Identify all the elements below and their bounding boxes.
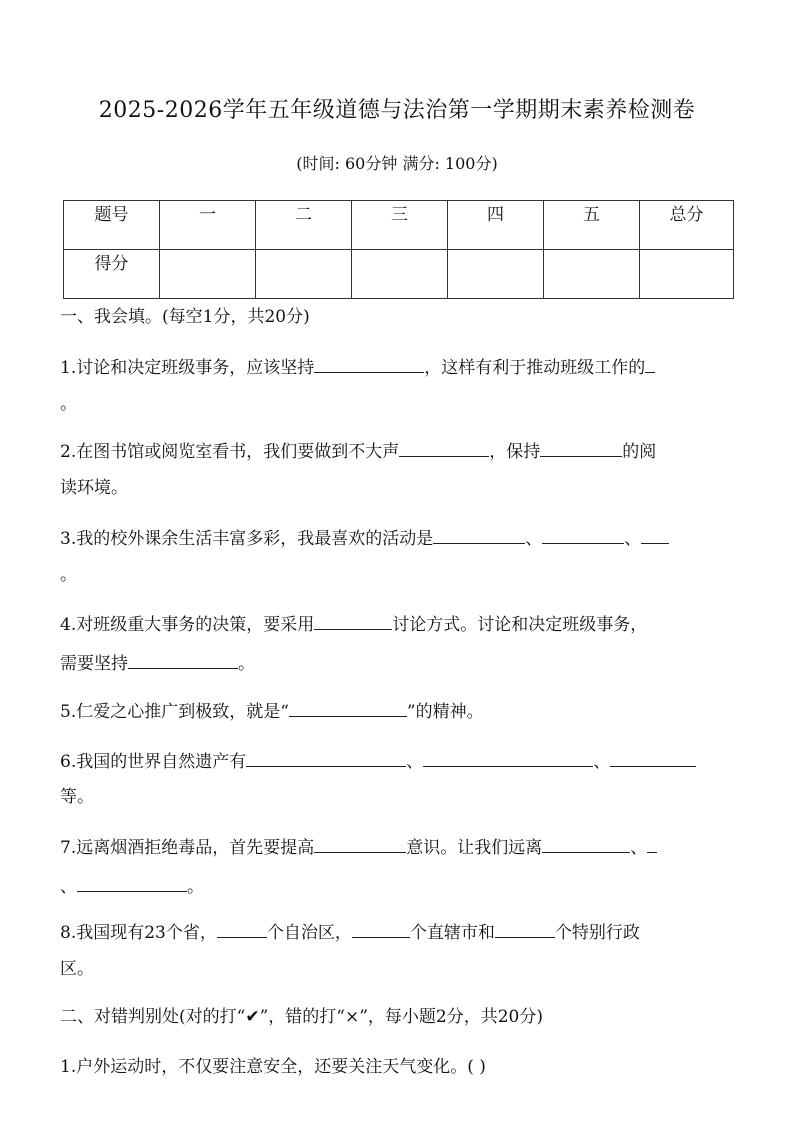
question-text: 个自治区， bbox=[266, 923, 352, 943]
answer-blank[interactable] bbox=[246, 744, 406, 767]
section2-heading: 二、对错判别处(对的打“✔”，错的打“×”，每小题2分，共20分) bbox=[60, 1007, 543, 1027]
question-text: 。 bbox=[60, 565, 77, 585]
question-text: 读环境。 bbox=[60, 478, 128, 498]
answer-blank[interactable] bbox=[423, 744, 593, 767]
answer-blank[interactable] bbox=[540, 434, 622, 457]
question-4-continued bbox=[60, 646, 740, 676]
answer-blank[interactable] bbox=[647, 830, 657, 853]
question-text: 个特别行政 bbox=[554, 923, 640, 943]
question-text: 等。 bbox=[60, 787, 94, 807]
answer-blank[interactable] bbox=[217, 915, 267, 938]
question-text: 7.远离烟酒拒绝毒品，首先要提高 bbox=[60, 838, 315, 858]
question-text: 6.我国的世界自然遗产有 bbox=[60, 752, 247, 772]
question-text: 1.讨论和决定班级事务，应该坚持 bbox=[60, 358, 315, 378]
question-text: 、 bbox=[60, 877, 77, 897]
answer-blank[interactable] bbox=[77, 869, 187, 892]
answer-blank[interactable] bbox=[128, 646, 238, 669]
question-text: 。 bbox=[238, 654, 255, 674]
question-text: 、 bbox=[525, 529, 543, 549]
answer-blank[interactable] bbox=[289, 694, 407, 717]
question-5 bbox=[60, 694, 740, 724]
score-cell[interactable] bbox=[448, 250, 544, 299]
answer-blank[interactable] bbox=[495, 915, 555, 938]
question-4 bbox=[60, 607, 740, 637]
score-header-cell: 三 bbox=[352, 201, 448, 250]
answer-blank[interactable] bbox=[314, 607, 392, 630]
question-1-continued bbox=[60, 389, 740, 419]
question-text: 个直辖市和 bbox=[409, 923, 495, 943]
question-text: 、 bbox=[406, 752, 424, 772]
question-text: ，保持 bbox=[489, 442, 541, 462]
answer-blank[interactable] bbox=[645, 350, 655, 373]
question-6-continued bbox=[60, 782, 740, 812]
question-text: 8.我国现有23个省， bbox=[60, 923, 217, 943]
answer-blank[interactable] bbox=[641, 521, 669, 544]
question-text: 、 bbox=[624, 529, 642, 549]
score-cell[interactable] bbox=[544, 250, 640, 299]
question-text: 4.对班级重大事务的决策，要采用 bbox=[60, 615, 315, 635]
score-row-label: 得分 bbox=[64, 250, 160, 299]
question-8-continued bbox=[60, 954, 740, 984]
score-table-score-row bbox=[64, 250, 734, 299]
answer-blank[interactable] bbox=[314, 350, 424, 373]
question-2-continued bbox=[60, 473, 740, 503]
question-3-continued bbox=[60, 560, 740, 590]
question-text: 意识。让我们远离 bbox=[406, 838, 543, 858]
question-text: 。 bbox=[187, 877, 204, 897]
section1-heading: 一、我会填。(每空1分，共20分) bbox=[60, 307, 310, 327]
answer-blank[interactable] bbox=[314, 830, 406, 853]
question-text: ，这样有利于推动班级工作的 bbox=[424, 358, 646, 378]
score-header-cell: 五 bbox=[544, 201, 640, 250]
question-text: 讨论方式。讨论和决定班级事务， bbox=[392, 615, 648, 635]
exam-info: (时间: 60分钟 满分: 100分) bbox=[296, 154, 498, 173]
question-7-continued bbox=[60, 869, 740, 899]
score-header-cell: 四 bbox=[448, 201, 544, 250]
question-text: 区。 bbox=[60, 959, 94, 979]
score-header-cell: 一 bbox=[160, 201, 256, 250]
question-text: 需要坚持 bbox=[60, 654, 128, 674]
score-cell[interactable] bbox=[640, 250, 734, 299]
score-cell[interactable] bbox=[160, 250, 256, 299]
question-text: 、 bbox=[630, 838, 648, 858]
question-text: ”的精神。 bbox=[406, 702, 484, 722]
section2-question-1: 1.户外运动时，不仅要注意安全，还要关注天气变化。( ) bbox=[60, 1057, 486, 1077]
score-cell[interactable] bbox=[352, 250, 448, 299]
question-3 bbox=[60, 521, 740, 551]
score-table bbox=[63, 200, 734, 299]
page-title: 2025-2026学年五年级道德与法治第一学期期末素养检测卷 bbox=[98, 98, 696, 123]
question-text: 、 bbox=[593, 752, 611, 772]
score-header-cell: 总分 bbox=[640, 201, 734, 250]
answer-blank[interactable] bbox=[433, 521, 525, 544]
answer-blank[interactable] bbox=[542, 521, 624, 544]
answer-blank[interactable] bbox=[610, 744, 696, 767]
question-1 bbox=[60, 350, 740, 380]
score-header-cell: 二 bbox=[256, 201, 352, 250]
question-text: 。 bbox=[60, 394, 77, 414]
question-text: 3.我的校外课余生活丰富多彩，我最喜欢的活动是 bbox=[60, 529, 434, 549]
question-7 bbox=[60, 830, 740, 860]
score-cell[interactable] bbox=[256, 250, 352, 299]
answer-blank[interactable] bbox=[399, 434, 489, 457]
question-text: 5.仁爱之心推广到极致，就是“ bbox=[60, 702, 289, 722]
question-text: 2.在图书馆或阅览室看书，我们要做到不大声 bbox=[60, 442, 400, 462]
question-6 bbox=[60, 744, 740, 774]
answer-blank[interactable] bbox=[352, 915, 410, 938]
question-2 bbox=[60, 434, 740, 464]
answer-blank[interactable] bbox=[542, 830, 630, 853]
question-text: 的阅 bbox=[622, 442, 657, 462]
score-header-cell: 题号 bbox=[64, 201, 160, 250]
question-8 bbox=[60, 915, 740, 945]
score-table-header-row bbox=[64, 201, 734, 250]
